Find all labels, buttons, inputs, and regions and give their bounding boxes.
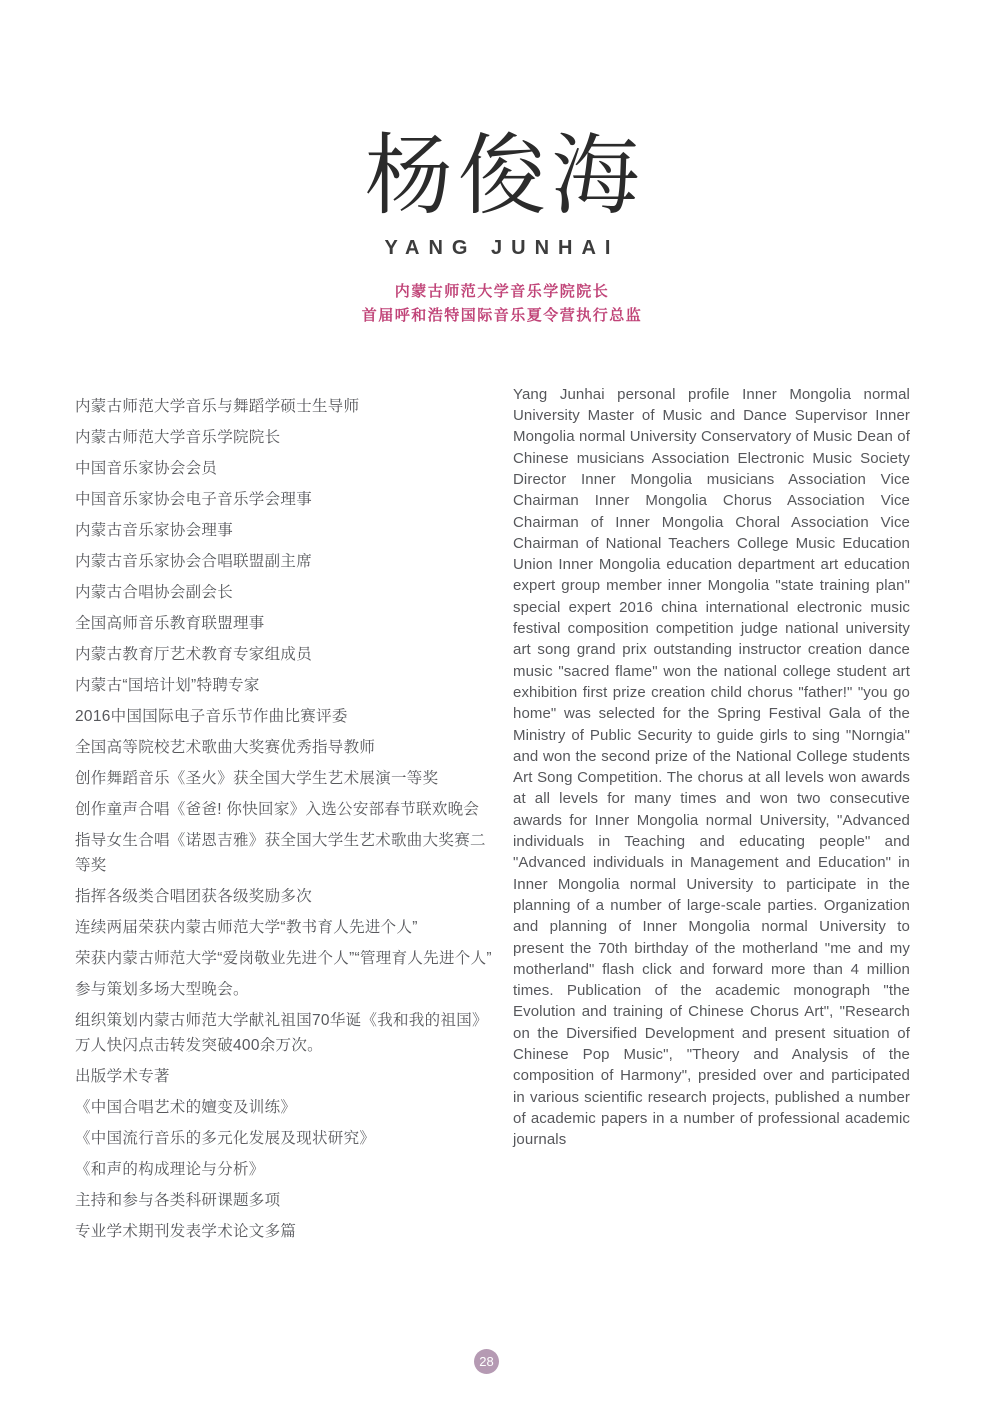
credential-item: 内蒙古音乐家协会合唱联盟副主席 [75, 552, 313, 570]
credential-item: 参与策划多场大型晚会。 [75, 980, 249, 998]
credential-item: 内蒙古合唱协会副会长 [75, 583, 234, 601]
credential-item: 专业学术期刊发表学术论文多篇 [75, 1222, 297, 1240]
artist-name-chinese: 杨俊海 [364, 124, 645, 227]
credential-item: 创作舞蹈音乐《圣火》获全国大学生艺术展演一等奖 [75, 769, 439, 787]
credential-item: 连续两届荣获内蒙古师范大学“教书育人先进个人” [75, 918, 418, 936]
page-number-badge [474, 1349, 499, 1374]
artist-titles [0, 280, 1004, 328]
credential-item: 《和声的构成理论与分析》 [75, 1160, 265, 1178]
credential-item: 组织策划内蒙古师范大学献礼祖国70华诞《我和我的祖国》万人快闪点击转发突破400余万次。 [75, 1011, 488, 1054]
credential-item: 内蒙古师范大学音乐与舞蹈学硕士生导师 [75, 397, 360, 415]
credential-item: 内蒙古音乐家协会理事 [75, 521, 234, 539]
english-bio-paragraph: Yang Junhai personal profile Inner Mongolia normal University Master of Music and Dance Supervisor Inner Mongolia normal University Conservatory of Music Dean of Chinese musicians Association Electronic Music Society Director Inner Mongolia musicians Association Vice Chairman Inner Mongolia Chorus Association Vice Chairman of Inner Mongolia Choral Association Vice Chairman of National Teachers College Music Education Union Inner Mongolia education department art education expert group member inner Mongolia "state training plan" special expert 2016 china international electronic music festival composition competition judge national university art song grand prix outstanding instructor creation dance music "sacred flame" won the national college student art exhibition first prize creation child chorus "father!" "you go home" was selected for the Spring Festival Gala of the Ministry of Public Security to guide girls to sing "Norngia" and won the second prize of the National College students Art Song Competition. The chorus at all levels won awards at all levels for many times and won two consecutive awards for Inner Mongolia normal University, "Advanced individuals in Teaching and educating people" and "Advanced individuals in Management and Education" in Inner Mongolia normal University to participate in the planning of a number of large-scale parties. Organization and planning of Inner Mongolia normal University to present the 70th birthday of the motherland "me and my motherland" flash click and forward more than 4 million times. Publication of the academic monograph "the Evolution and training of Chinese Chorus Art", "Research on the Diversified Development and present situation of Chinese Pop Music", "Theory and Analysis of the composition of Harmony", presided over and participated in various scientific research projects, published a number of academic papers in a number of professional academic journals [513, 385, 910, 1149]
artist-title-line-1: 内蒙古师范大学音乐学院院长 [394, 282, 610, 300]
credential-item: 中国音乐家协会会员 [75, 459, 218, 477]
credential-item: 荣获内蒙古师范大学“爱岗敬业先进个人”“管理育人先进个人” [75, 949, 492, 967]
credential-item: 创作童声合唱《爸爸! 你快回家》入选公安部春节联欢晚会 [75, 800, 480, 818]
credential-item: 《中国流行音乐的多元化发展及现状研究》 [75, 1129, 376, 1147]
credential-item: 指挥各级类合唱团获各级奖励多次 [75, 887, 313, 905]
credential-item: 内蒙古教育厅艺术教育专家组成员 [75, 645, 313, 663]
credential-item: 《中国合唱艺术的嬗变及训练》 [75, 1098, 297, 1116]
credential-item: 主持和参与各类科研课题多项 [75, 1191, 281, 1209]
credential-item: 出版学术专著 [75, 1067, 170, 1085]
artist-name-english: YANG JUNHAI [384, 236, 620, 259]
english-profile [513, 384, 910, 1250]
page-number: 28 [479, 1354, 494, 1369]
credential-item: 中国音乐家协会电子音乐学会理事 [75, 490, 313, 508]
artist-title-line-2: 首届呼和浩特国际音乐夏令营执行总监 [361, 306, 643, 324]
credential-item: 指导女生合唱《诺恩吉雅》获全国大学生艺术歌曲大奖赛二等奖 [75, 831, 486, 874]
credential-item: 2016中国国际电子音乐节作曲比赛评委 [75, 707, 348, 725]
profile-body [0, 384, 1004, 1250]
profile-header [0, 0, 1004, 328]
credential-item: 全国高等院校艺术歌曲大奖赛优秀指导教师 [75, 738, 376, 756]
credential-item: 内蒙古“国培计划”特聘专家 [75, 676, 260, 694]
credential-item: 内蒙古师范大学音乐学院院长 [75, 428, 281, 446]
credentials-list [75, 384, 513, 1250]
credential-item: 全国高师音乐教育联盟理事 [75, 614, 265, 632]
